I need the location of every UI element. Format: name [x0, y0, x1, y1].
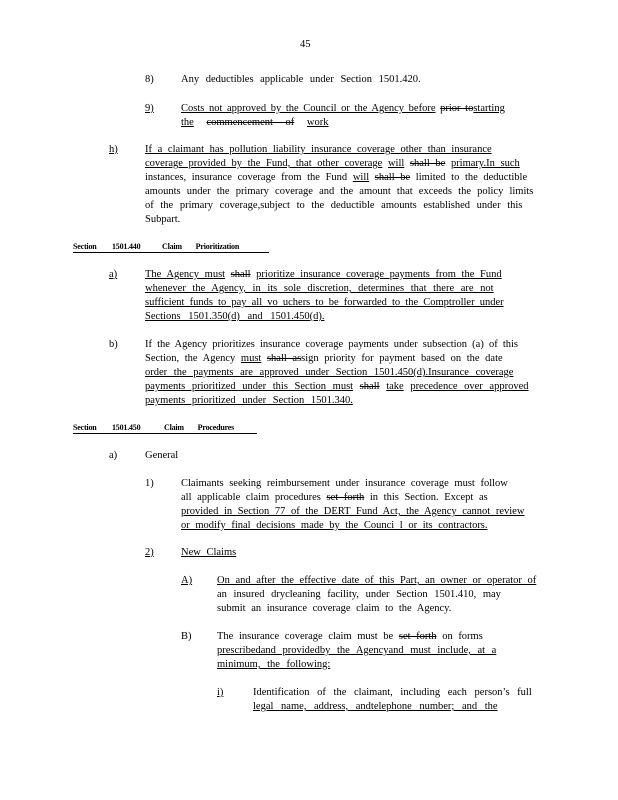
p1440b-line5: payments prioritized under Section 1501.340.: [145, 395, 353, 406]
section-1440-rule: [73, 252, 269, 253]
section-1450-title: Claim Procedures: [164, 423, 235, 432]
p1440b-label: b): [109, 339, 118, 350]
p1440a-line2: whenever the Agency, in its sole discretion, determines that there are not: [145, 283, 494, 294]
item-B-label: B): [181, 631, 192, 642]
item-i-line1: Identification of the claimant, including each person’s full: [253, 687, 532, 698]
p1440b-line4: payments prioritized under this Section must shall take precedence over approved: [145, 381, 529, 392]
item-8-label: 8): [145, 74, 154, 85]
item-1-line2: all applicable claim procedures set forth in this Section. Except as: [181, 492, 488, 503]
para-h-line5: of the primary coverage,subject to the deductible amounts established under this: [145, 200, 523, 211]
para-h-line6: Subpart.: [145, 214, 181, 225]
section-1450-label: Section: [73, 423, 97, 432]
p1450a-heading: General: [145, 450, 179, 461]
para-h-line4: amounts under the primary coverage and the amount that exceeds the policy limits: [145, 186, 534, 197]
page-number: 45: [300, 39, 311, 50]
p1440b-line2: Section, the Agency must shall assign priority for payment based on the date: [145, 353, 503, 364]
para-h-label: h): [109, 144, 118, 155]
section-1450-number: 1501.450: [112, 423, 141, 432]
item-2-heading: New Claims: [181, 547, 237, 558]
item-B-line3: minimum, the following:: [217, 659, 331, 670]
p1450a-label: a): [109, 450, 118, 461]
para-h-line1: If a claimant has pollution liability insurance coverage other than insurance: [145, 144, 492, 155]
para-h-line2: coverage provided by the Fund, that other coverage will shall be primary.In such: [145, 158, 520, 169]
item-i-label: i): [217, 687, 224, 698]
item-1-line3: provided in Section 77 of the DERT Fund Act, the Agency cannot review: [181, 506, 525, 517]
para-h-line3: instances, insurance coverage from the Fund will shall be limited to the deductible: [145, 172, 528, 183]
item-1-line1: Claimants seeking reimbursement under insurance coverage must follow: [181, 478, 508, 489]
item-2-label: 2): [145, 547, 154, 558]
item-A-line3: submit an insurance coverage claim to the Agency.: [217, 603, 452, 614]
item-9-line2: the commencement of work: [181, 117, 329, 128]
p1440b-line1: If the Agency prioritizes insurance coverage payments under subsection (a) of this: [145, 339, 519, 350]
section-1440-label: Section: [73, 242, 97, 251]
item-9-line1: Costs not approved by the Council or the Agency before prior tostarting: [181, 103, 505, 114]
p1440a-line4: Sections 1501.350(d) and 1501.450(d).: [145, 311, 325, 322]
item-9-label: 9): [145, 103, 154, 114]
item-B-line1: The insurance coverage claim must be set forth on forms: [217, 631, 483, 642]
p1440b-line3: order the payments are approved under Section 1501.450(d).Insurance coverage: [145, 367, 514, 378]
item-1-label: 1): [145, 478, 154, 489]
item-A-line2: an insured drycleaning facility, under Section 1501.410, may: [217, 589, 501, 600]
p1440a-line1: The Agency must shall prioritize insurance coverage payments from the Fund: [145, 269, 502, 280]
p1440a-line3: sufficient funds to pay all vo uchers to be forwarded to the Comptroller under: [145, 297, 504, 308]
item-i-line2: legal name, address, andtelephone number; and the: [253, 701, 498, 712]
item-1-line4: or modify final decisions made by the Counci l or its contractors.: [181, 520, 488, 531]
p1440a-label: a): [109, 269, 118, 280]
item-B-line2: prescribedand providedby the Agencyand must include, at a: [217, 645, 497, 656]
section-1440-number: 1501.440: [112, 242, 141, 251]
item-A-label: A): [181, 575, 193, 586]
section-1440-title: Claim Prioritization: [162, 242, 240, 251]
item-A-line1: On and after the effective date of this Part, an owner or operator of: [217, 575, 537, 586]
section-1450-rule: [73, 433, 257, 434]
item-8-text: Any deductibles applicable under Section 1501.420.: [181, 74, 421, 85]
